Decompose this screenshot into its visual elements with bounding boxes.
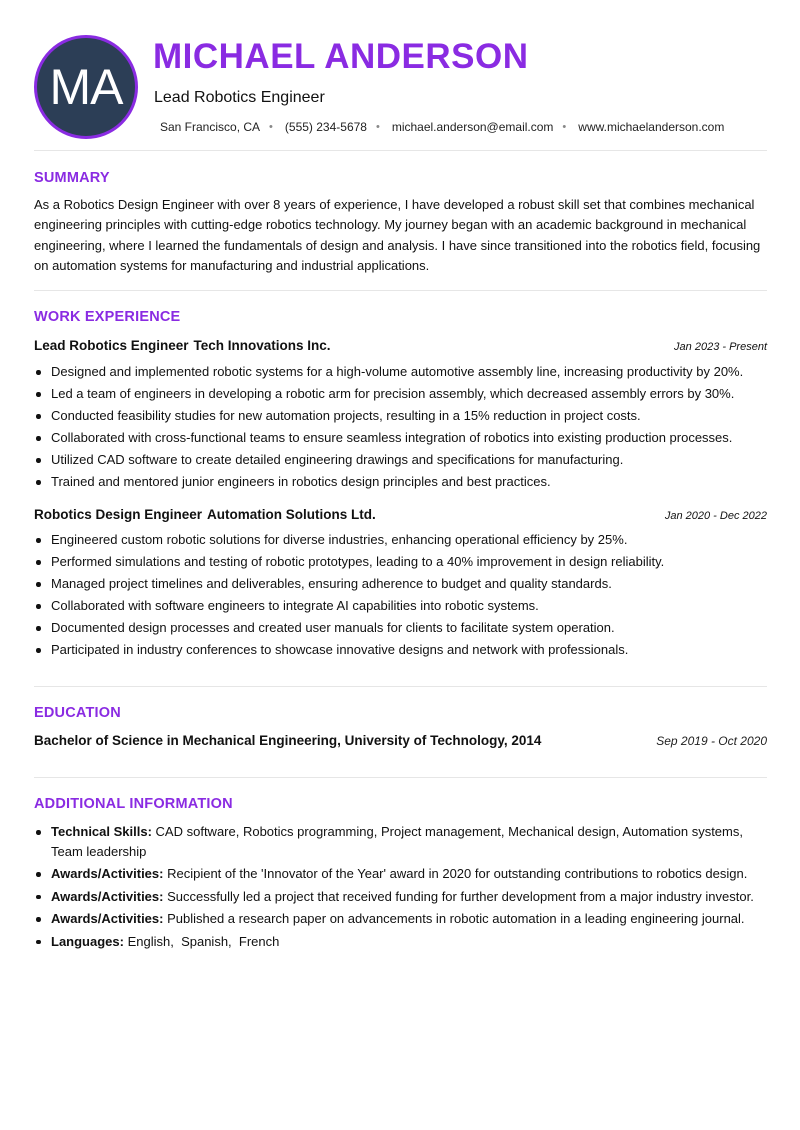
avatar-initials: MA xyxy=(49,59,123,115)
education-degree: Bachelor of Science in Mechanical Engineering, University of Technology, 2014 xyxy=(34,733,542,748)
list-item xyxy=(34,864,774,884)
contact-location: San Francisco, CA xyxy=(160,120,261,134)
list-item: Designed and implemented robotic systems for a high-volume automotive assembly line, increasing productivity by 20%. xyxy=(34,364,774,380)
education-entry xyxy=(34,733,767,748)
job-dates: Jan 2023 - Present xyxy=(674,341,767,353)
job-header xyxy=(34,507,767,522)
separator-dot-icon: • xyxy=(562,121,567,133)
job-dates: Jan 2020 - Dec 2022 xyxy=(664,510,767,522)
list-item: Trained and mentored junior engineers in robotics design principles and best practices. xyxy=(34,474,774,490)
bullet-icon xyxy=(36,626,41,631)
bullet-icon xyxy=(36,560,41,565)
section-title-summary: SUMMARY xyxy=(34,170,110,186)
job-company: Tech Innovations Inc. xyxy=(193,338,331,353)
separator-dot-icon: • xyxy=(375,121,380,133)
contact-email[interactable]: michael.anderson@email.com xyxy=(391,120,554,134)
job-position: Robotics Design Engineer xyxy=(34,507,203,522)
job-position: Lead Robotics Engineer xyxy=(34,338,189,353)
bullet-icon xyxy=(36,538,41,543)
separator-dot-icon: • xyxy=(269,121,273,133)
item-label: Awards/Activities: xyxy=(51,888,164,904)
list-item: Documented design processes and created user manuals for clients to facilitate system operation. xyxy=(34,620,774,636)
job-header xyxy=(34,338,767,353)
item-label: Languages: xyxy=(51,933,124,949)
list-item: Collaborated with software engineers to integrate AI capabilities into robotic systems. xyxy=(34,598,774,614)
section-title-additional: ADDITIONAL INFORMATION xyxy=(34,796,233,812)
job-company: Automation Solutions Ltd. xyxy=(207,507,376,522)
job-title xyxy=(34,507,376,522)
list-item xyxy=(34,909,774,929)
bullet-icon xyxy=(36,830,41,835)
item-text: Published a research paper on advancements in robotic automation in a leading engineering journal. xyxy=(167,911,745,926)
divider xyxy=(34,150,767,151)
item-text: CAD software, Robotics programming, Project management, Mechanical design, Automation systems, Team leadership xyxy=(51,824,743,859)
bullet-icon xyxy=(36,648,41,653)
list-item: Conducted feasibility studies for new automation projects, resulting in a 15% reduction in project costs. xyxy=(34,408,774,424)
job-bullets xyxy=(34,532,774,664)
item-text: English, Spanish, French xyxy=(127,933,280,949)
section-title-education: EDUCATION xyxy=(34,705,121,721)
list-item: Utilized CAD software to create detailed engineering drawings and specifications for manufacturing. xyxy=(34,452,774,468)
additional-list xyxy=(34,822,774,954)
item-label: Awards/Activities: xyxy=(51,911,164,926)
item-text: Successfully led a project that received funding for further development from a major industry investor. xyxy=(167,888,754,904)
contact-phone: (555) 234-5678 xyxy=(284,120,367,134)
bullet-icon xyxy=(36,458,41,463)
item-label: Awards/Activities: xyxy=(51,866,164,881)
list-item: Participated in industry conferences to showcase innovative designs and network with professionals. xyxy=(34,642,774,658)
list-item: Led a team of engineers in developing a robotic arm for precision assembly, which decreased assembly errors by 30%. xyxy=(34,386,774,402)
list-item: Performed simulations and testing of robotic prototypes, leading to a 40% improvement in design reliability. xyxy=(34,554,774,570)
bullet-icon xyxy=(36,872,41,877)
bullet-icon xyxy=(36,414,41,419)
bullet-icon xyxy=(36,604,41,609)
list-item: Engineered custom robotic solutions for diverse industries, enhancing operational efficiency by 25%. xyxy=(34,532,774,548)
bullet-icon xyxy=(36,895,41,900)
item-text: Recipient of the 'Innovator of the Year' award in 2020 for outstanding contributions to robotics design. xyxy=(167,866,748,881)
contact-website[interactable]: www.michaelanderson.com xyxy=(578,120,725,134)
job-bullets xyxy=(34,364,774,496)
item-label: Technical Skills: xyxy=(51,824,152,839)
bullet-icon xyxy=(36,940,41,945)
section-title-experience: WORK EXPERIENCE xyxy=(34,309,181,325)
candidate-name: MICHAEL ANDERSON xyxy=(153,37,529,76)
bullet-icon xyxy=(36,436,41,441)
avatar xyxy=(34,35,138,139)
list-item xyxy=(34,887,774,907)
divider xyxy=(34,686,767,687)
bullet-icon xyxy=(36,480,41,485)
summary-text: As a Robotics Design Engineer with over 8 years of experience, I have developed a robust skill set that combines mechanical engineering principles with cutting-edge robotics technology. My journey began with an academic background in mechanical engineering, where I learned the fundamentals of design and analysis. I have since transitioned into the robotics field, focusing on automation systems for manufacturing and industrial applications. xyxy=(34,197,761,273)
bullet-icon xyxy=(36,392,41,397)
candidate-role: Lead Robotics Engineer xyxy=(154,89,325,106)
list-item: Managed project timelines and deliverables, ensuring adherence to budget and quality standards. xyxy=(34,576,774,592)
divider xyxy=(34,777,767,778)
bullet-icon xyxy=(36,370,41,375)
contact-line xyxy=(160,120,724,134)
list-item xyxy=(34,932,774,952)
education-dates: Sep 2019 - Oct 2020 xyxy=(656,734,767,748)
list-item xyxy=(34,822,774,861)
list-item: Collaborated with cross-functional teams to ensure seamless integration of robotics into existing production processes. xyxy=(34,430,774,446)
divider xyxy=(34,290,767,291)
job-title xyxy=(34,338,331,353)
bullet-icon xyxy=(36,582,41,587)
bullet-icon xyxy=(36,917,41,922)
